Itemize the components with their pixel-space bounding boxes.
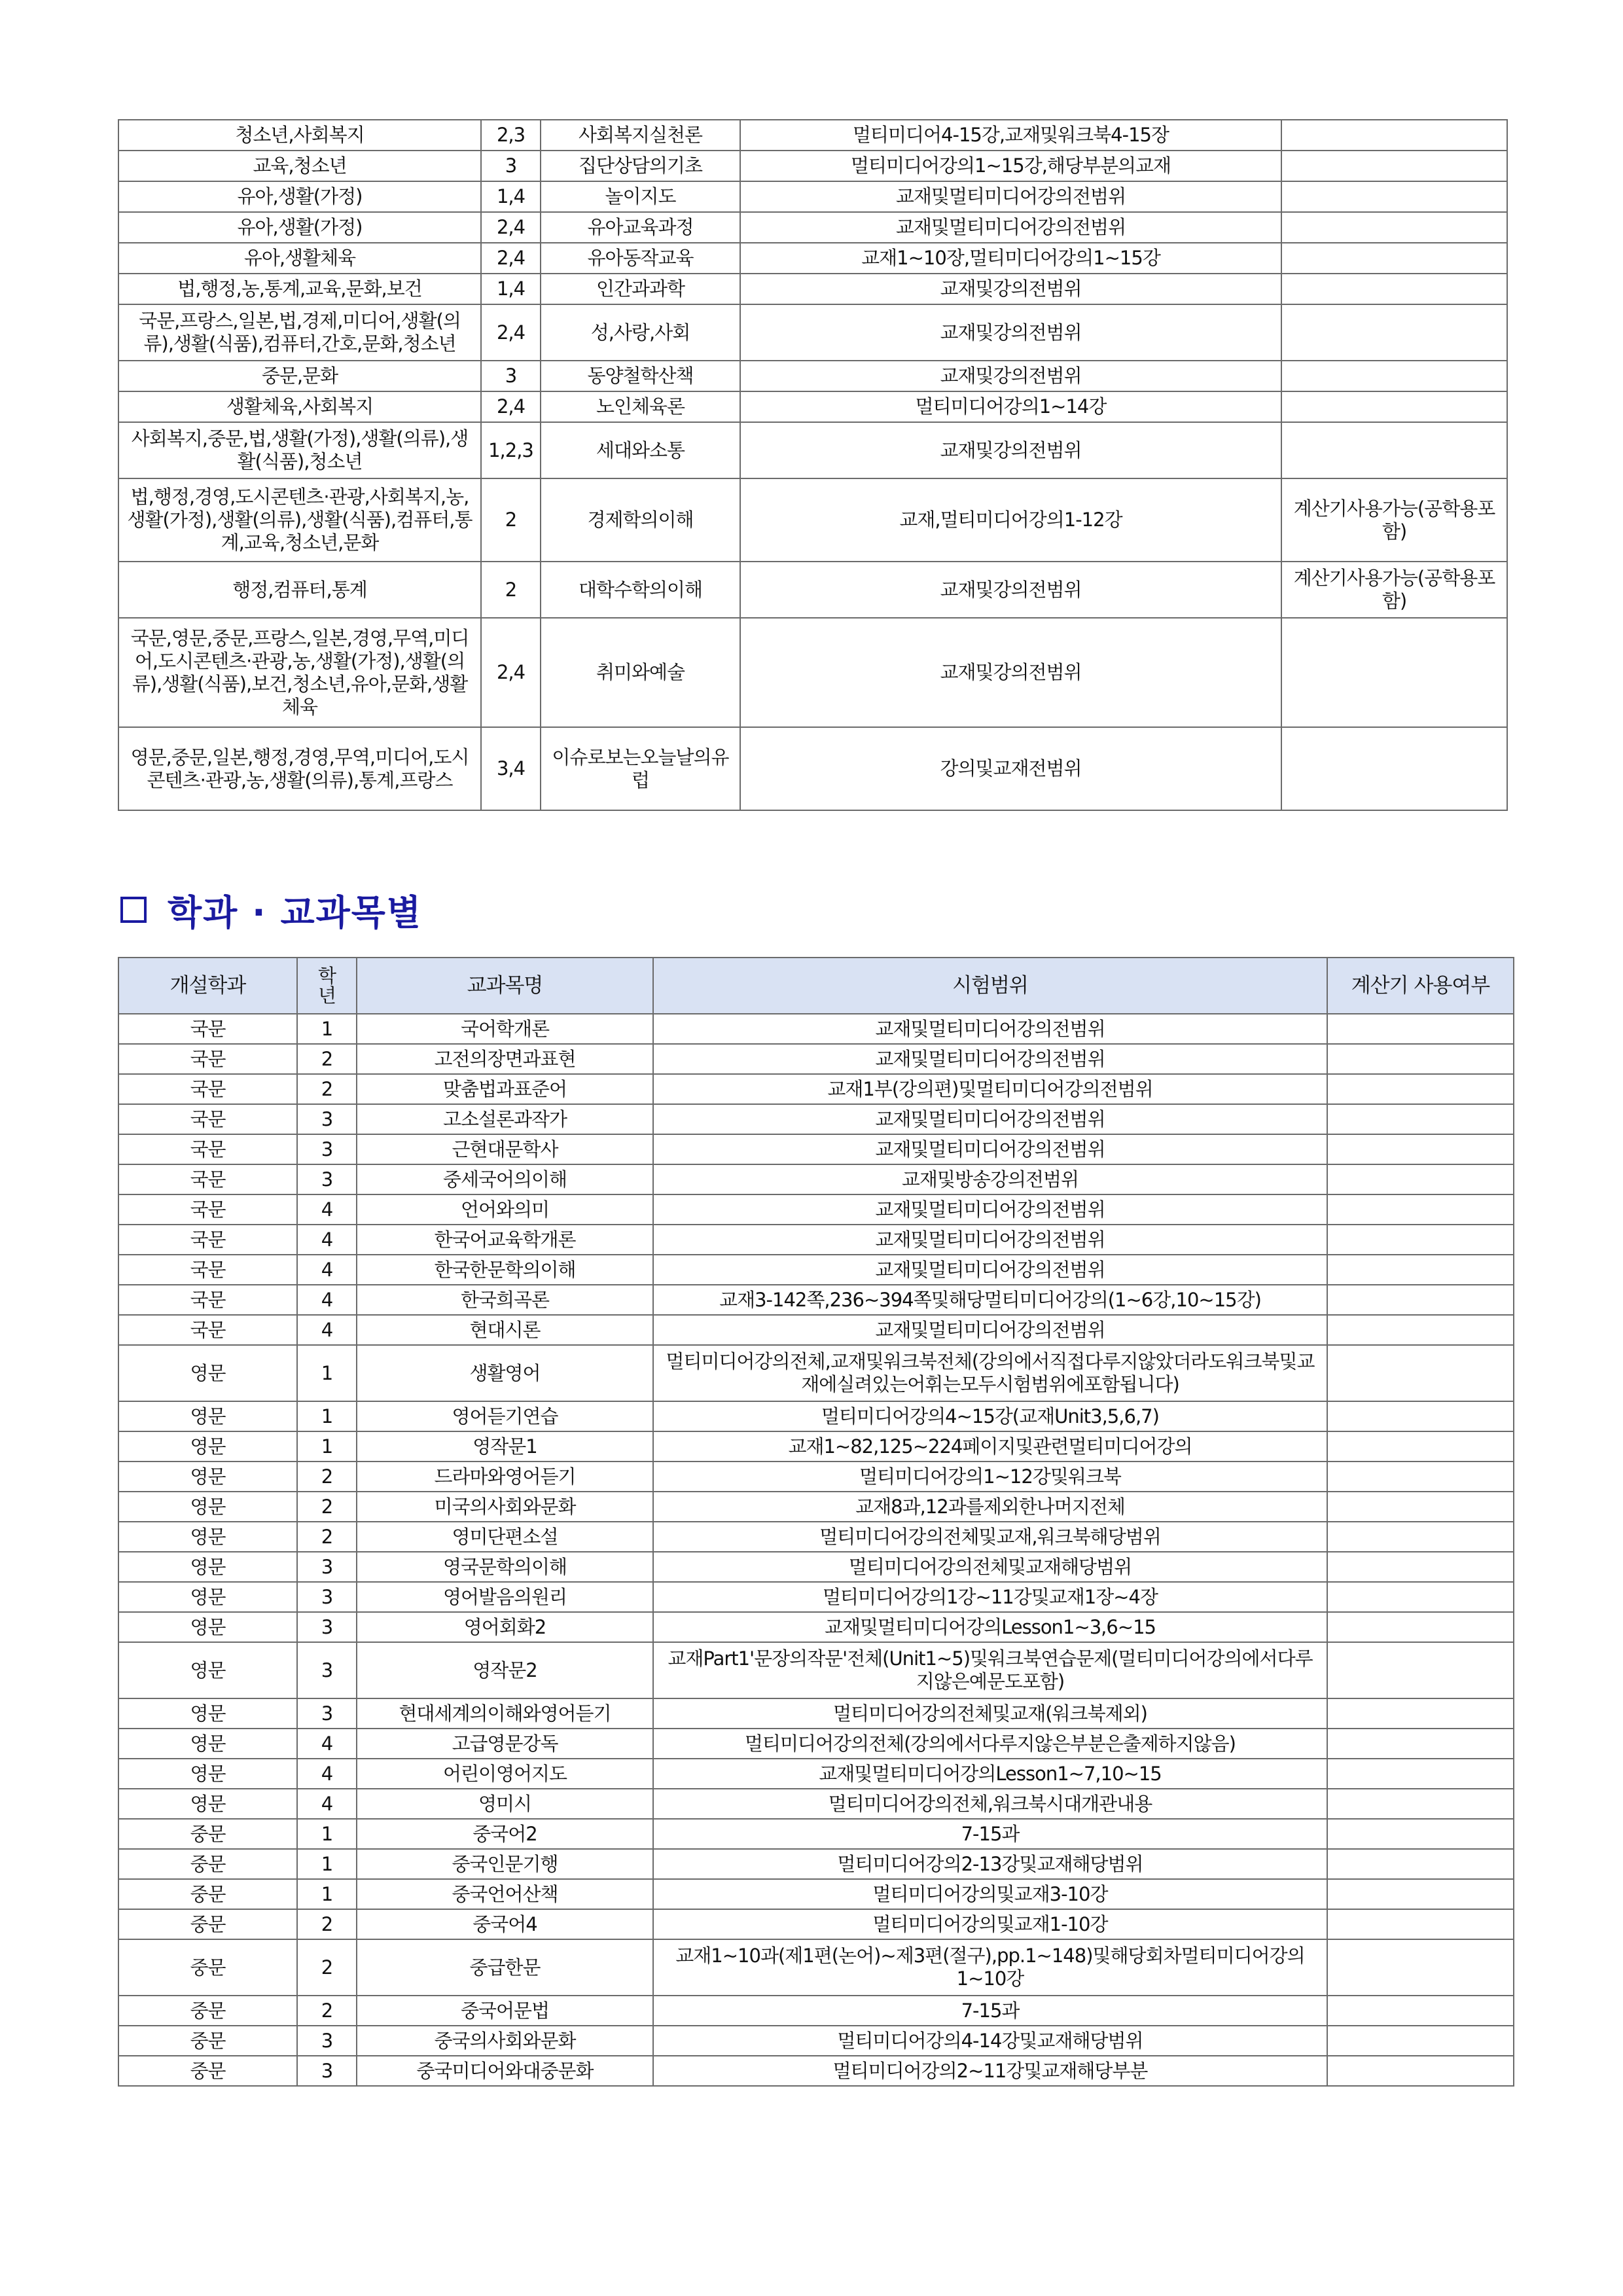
cell-dept: 영문 [118,1729,297,1759]
cell-calc [1327,1789,1514,1819]
cell-dept: 국문,영문,중문,프랑스,일본,경영,무역,미디어,도시콘텐츠·관광,농,생활(가정),생활(의류),생활(식품),보건,청소년,유아,문화,생활체육 [118,618,481,727]
table-row [118,1014,1514,1044]
cell-dept: 영문 [118,1431,297,1462]
table-row [118,120,1507,151]
cell-dept: 영문 [118,1612,297,1642]
cell-course: 놀이지도 [541,181,740,212]
table-row [118,478,1507,562]
cell-dept: 중문 [118,1939,297,1996]
section-title: 학과 · 교과목별 [168,891,423,933]
cell-course: 한국한문학의이해 [357,1255,653,1285]
cell-scope: 교재1부(강의편)및멀티미디어강의전범위 [653,1074,1327,1104]
cell-dept: 영문 [118,1462,297,1492]
cell-dept: 중문 [118,1909,297,1939]
cell-year: 1 [297,1345,357,1401]
cell-dept: 영문 [118,1522,297,1552]
header-scope: 시험범위 [653,958,1327,1014]
cell-dept: 법,행정,농,통계,교육,문화,보건 [118,274,481,304]
header-calculator: 계산기 사용여부 [1327,958,1514,1014]
cell-dept: 생활체육,사회복지 [118,391,481,422]
cell-course: 중국미디어와대중문화 [357,2056,653,2086]
cell-dept: 중문 [118,1996,297,2026]
cell-course: 현대시론 [357,1315,653,1345]
cell-scope: 강의및교재전범위 [740,727,1281,810]
cell-course: 중국인문기행 [357,1849,653,1879]
cell-scope: 멀티미디어강의전체및교재,워크북해당범위 [653,1522,1327,1552]
cell-dept: 영문 [118,1642,297,1698]
cell-calc [1281,243,1507,274]
cell-scope: 교재및강의전범위 [740,562,1281,618]
table-row [118,1074,1514,1104]
cell-calc [1281,361,1507,391]
cell-calc [1327,1698,1514,1729]
square-bullet-icon [120,897,147,923]
cell-scope: 멀티미디어강의전체,교재및워크북전체(강의에서직접다루지않았더라도워크북및교재에실려있는어휘는모두시험범위에포함됩니다) [653,1345,1327,1401]
table-row [118,1194,1514,1225]
cell-course: 영어듣기연습 [357,1401,653,1431]
table-row [118,1462,1514,1492]
cell-calc [1327,1462,1514,1492]
cell-dept: 교육,청소년 [118,151,481,181]
cell-calc [1281,304,1507,361]
cell-dept: 영문 [118,1345,297,1401]
cell-dept: 영문,중문,일본,행정,경영,무역,미디어,도시콘텐츠·관광,농,생활(의류),통계,프랑스 [118,727,481,810]
cell-year: 2,3 [481,120,541,151]
table-row [118,1582,1514,1612]
table-row [118,1522,1514,1552]
cell-scope: 멀티미디어강의2-13강및교재해당범위 [653,1849,1327,1879]
cell-scope: 멀티미디어강의전체및교재해당범위 [653,1552,1327,1582]
cell-year: 3 [297,2056,357,2086]
cell-scope: 교재및강의전범위 [740,422,1281,478]
cell-course: 세대와소통 [541,422,740,478]
cell-year: 4 [297,1789,357,1819]
cell-dept: 국문 [118,1225,297,1255]
cell-dept: 국문 [118,1285,297,1315]
cell-scope: 교재및멀티미디어강의전범위 [653,1225,1327,1255]
cell-scope: 교재및멀티미디어강의전범위 [653,1014,1327,1044]
cell-year: 2 [297,1074,357,1104]
cell-scope: 교재1~10과(제1편(논어)~제3편(절구),pp.1~148)및해당회차멀티미디어강의1~10강 [653,1939,1327,1996]
table-row [118,2026,1514,2056]
cell-calc [1327,1134,1514,1164]
cell-scope: 교재1~10장,멀티미디어강의1~15강 [740,243,1281,274]
cell-course: 성,사랑,사회 [541,304,740,361]
table-header [118,958,1514,1014]
table-row [118,391,1507,422]
cell-scope: 교재및멀티미디어강의Lesson1~3,6~15 [653,1612,1327,1642]
cell-year: 2,4 [481,391,541,422]
cell-calc [1327,1849,1514,1879]
cell-course: 중국어4 [357,1909,653,1939]
cell-year: 1 [297,1431,357,1462]
table-row [118,304,1507,361]
cell-calc [1327,1729,1514,1759]
cell-calc [1327,2026,1514,2056]
cell-year: 4 [297,1729,357,1759]
cell-scope: 교재및멀티미디어강의전범위 [653,1134,1327,1164]
cell-dept: 유아,생활(가정) [118,181,481,212]
top-exam-scope-table [118,119,1508,811]
table-row [118,181,1507,212]
cell-year: 4 [297,1194,357,1225]
cell-calc [1281,274,1507,304]
cell-year: 2 [297,1909,357,1939]
table-row [118,1909,1514,1939]
table-row [118,1759,1514,1789]
cell-calc [1327,2056,1514,2086]
cell-course: 국어학개론 [357,1014,653,1044]
cell-calc [1327,1879,1514,1909]
cell-calc [1327,1285,1514,1315]
cell-scope: 7-15과 [653,1996,1327,2026]
cell-year: 2 [297,1492,357,1522]
cell-course: 중국어문법 [357,1996,653,2026]
cell-scope: 멀티미디어4-15강,교재및워크북4-15장 [740,120,1281,151]
cell-scope: 교재1~82,125~224페이지및관련멀티미디어강의 [653,1431,1327,1462]
table-row [118,1552,1514,1582]
cell-calc [1327,1225,1514,1255]
table-row [118,1225,1514,1255]
cell-calc [1281,727,1507,810]
cell-scope: 7-15과 [653,1819,1327,1849]
cell-course: 드라마와영어듣기 [357,1462,653,1492]
cell-calc [1327,1315,1514,1345]
table-row [118,151,1507,181]
cell-scope: 멀티미디어강의4~15강(교재Unit3,5,6,7) [653,1401,1327,1431]
cell-course: 중세국어의이해 [357,1164,653,1194]
cell-scope: 멀티미디어강의1~12강및워크북 [653,1462,1327,1492]
cell-dept: 중문 [118,2056,297,2086]
cell-year: 3 [297,1582,357,1612]
cell-scope: 교재,멀티미디어강의1-12강 [740,478,1281,562]
cell-calc [1327,1074,1514,1104]
cell-calc [1327,1552,1514,1582]
cell-dept: 국문 [118,1164,297,1194]
cell-calc [1327,1612,1514,1642]
table-row [118,1104,1514,1134]
cell-year: 2,4 [481,618,541,727]
cell-year: 2 [481,562,541,618]
cell-course: 중급한문 [357,1939,653,1996]
cell-scope: 교재및멀티미디어강의전범위 [653,1044,1327,1074]
cell-calc [1281,151,1507,181]
cell-year: 3 [297,1164,357,1194]
cell-year: 1,2,3 [481,422,541,478]
cell-dept: 영문 [118,1789,297,1819]
cell-year: 3 [297,1552,357,1582]
cell-year: 1,4 [481,181,541,212]
cell-dept: 유아,생활(가정) [118,212,481,243]
cell-calc [1281,120,1507,151]
cell-dept: 중문 [118,1849,297,1879]
cell-dept: 중문 [118,1879,297,1909]
department-course-table [118,957,1514,2087]
cell-year: 2 [481,478,541,562]
cell-calc [1327,1582,1514,1612]
cell-scope: 교재및멀티미디어강의전범위 [653,1315,1327,1345]
table-row [118,1698,1514,1729]
cell-scope: 멀티미디어강의2~11강및교재해당부분 [653,2056,1327,2086]
cell-year: 1,4 [481,274,541,304]
cell-year: 1 [297,1879,357,1909]
cell-dept: 영문 [118,1582,297,1612]
table-row [118,1819,1514,1849]
cell-calc [1327,1759,1514,1789]
cell-course: 한국어교육학개론 [357,1225,653,1255]
header-row [118,958,1514,1014]
cell-course: 경제학의이해 [541,478,740,562]
cell-course: 유아동작교육 [541,243,740,274]
cell-scope: 교재및강의전범위 [740,304,1281,361]
cell-year: 2 [297,1522,357,1552]
cell-calc [1327,1255,1514,1285]
cell-calc [1327,1522,1514,1552]
cell-dept: 영문 [118,1401,297,1431]
header-dept: 개설학과 [118,958,297,1014]
cell-scope: 멀티미디어강의전체(강의에서다루지않은부분은출제하지않음) [653,1729,1327,1759]
cell-calc [1281,181,1507,212]
cell-year: 1 [297,1819,357,1849]
cell-dept: 사회복지,중문,법,생활(가정),생활(의류),생활(식품),청소년 [118,422,481,478]
top-table-body [118,120,1507,810]
cell-course: 영미단편소설 [357,1522,653,1552]
cell-course: 인간과과학 [541,274,740,304]
table-row [118,1134,1514,1164]
cell-dept: 국문 [118,1134,297,1164]
cell-year: 3 [297,1134,357,1164]
cell-year: 2 [297,1462,357,1492]
table-row [118,1401,1514,1431]
table-row [118,1879,1514,1909]
cell-calc [1327,1492,1514,1522]
cell-calc [1327,1431,1514,1462]
cell-course: 언어와의미 [357,1194,653,1225]
cell-year: 3 [297,1612,357,1642]
cell-dept: 행정,컴퓨터,통계 [118,562,481,618]
cell-scope: 교재및방송강의전범위 [653,1164,1327,1194]
cell-course: 어린이영어지도 [357,1759,653,1789]
table-row [118,1612,1514,1642]
table-row [118,212,1507,243]
cell-dept: 청소년,사회복지 [118,120,481,151]
cell-dept: 국문 [118,1104,297,1134]
cell-scope: 교재및강의전범위 [740,618,1281,727]
table-row [118,422,1507,478]
cell-course: 이슈로보는오늘날의유럽 [541,727,740,810]
cell-year: 3 [297,1642,357,1698]
cell-course: 중국언어산책 [357,1879,653,1909]
cell-calc [1327,1401,1514,1431]
cell-calc: 계산기사용가능(공학용포함) [1281,478,1507,562]
header-year: 학년 [297,958,357,1014]
cell-year: 3,4 [481,727,541,810]
cell-course: 고전의장면과표현 [357,1044,653,1074]
cell-year: 4 [297,1225,357,1255]
dept-table-body [118,1014,1514,2086]
cell-dept: 국문 [118,1255,297,1285]
cell-year: 3 [297,2026,357,2056]
table-row [118,1492,1514,1522]
cell-course: 대학수학의이해 [541,562,740,618]
cell-year: 3 [297,1698,357,1729]
cell-calc [1327,1164,1514,1194]
cell-course: 고소설론과작가 [357,1104,653,1134]
table-row [118,361,1507,391]
cell-course: 영작문1 [357,1431,653,1462]
cell-calc [1327,1909,1514,1939]
table-row [118,1789,1514,1819]
cell-dept: 영문 [118,1759,297,1789]
table-row [118,1315,1514,1345]
cell-dept: 영문 [118,1552,297,1582]
cell-year: 3 [481,361,541,391]
table-row [118,1729,1514,1759]
cell-course: 미국의사회와문화 [357,1492,653,1522]
cell-course: 현대세계의이해와영어듣기 [357,1698,653,1729]
cell-year: 4 [297,1315,357,1345]
cell-dept: 국문 [118,1014,297,1044]
table-row [118,1642,1514,1698]
table-row [118,618,1507,727]
cell-year: 2,4 [481,243,541,274]
cell-year: 3 [297,1104,357,1134]
table-row [118,1939,1514,1996]
cell-scope: 교재및멀티미디어강의전범위 [740,212,1281,243]
cell-calc [1327,1996,1514,2026]
cell-dept: 중문 [118,1819,297,1849]
table-row [118,1345,1514,1401]
cell-scope: 멀티미디어강의및교재3-10강 [653,1879,1327,1909]
table-row [118,1044,1514,1074]
cell-scope: 교재8과,12과를제외한나머지전체 [653,1492,1327,1522]
cell-year: 1 [297,1849,357,1879]
cell-calc: 계산기사용가능(공학용포함) [1281,562,1507,618]
cell-scope: 멀티미디어강의및교재1-10강 [653,1909,1327,1939]
cell-course: 한국희곡론 [357,1285,653,1315]
cell-dept: 국문 [118,1194,297,1225]
cell-dept: 중문 [118,2026,297,2056]
cell-scope: 교재Part1'문장의작문'전체(Unit1~5)및워크북연습문제(멀티미디어강의에서다루지않은예문도포함) [653,1642,1327,1698]
cell-course: 생활영어 [357,1345,653,1401]
cell-calc [1327,1642,1514,1698]
cell-calc [1327,1044,1514,1074]
cell-course: 동양철학산책 [541,361,740,391]
table-row [118,1164,1514,1194]
cell-dept: 법,행정,경영,도시콘텐츠·관광,사회복지,농,생활(가정),생활(의류),생활(식품),컴퓨터,통계,교육,청소년,문화 [118,478,481,562]
cell-year: 2 [297,1996,357,2026]
cell-course: 유아교육과정 [541,212,740,243]
cell-course: 근현대문학사 [357,1134,653,1164]
cell-course: 중국의사회와문화 [357,2026,653,2056]
cell-course: 영어발음의원리 [357,1582,653,1612]
table-row [118,1849,1514,1879]
cell-calc [1327,1104,1514,1134]
cell-scope: 교재및멀티미디어강의전범위 [653,1194,1327,1225]
cell-dept: 유아,생활체육 [118,243,481,274]
table-row [118,727,1507,810]
cell-course: 영작문2 [357,1642,653,1698]
cell-calc [1327,1939,1514,1996]
cell-course: 집단상담의기초 [541,151,740,181]
table-row [118,1431,1514,1462]
cell-course: 사회복지실천론 [541,120,740,151]
table-row [118,2056,1514,2086]
cell-course: 중국어2 [357,1819,653,1849]
cell-scope: 교재및강의전범위 [740,274,1281,304]
cell-course: 영미시 [357,1789,653,1819]
cell-scope: 교재3-142쪽,236~394쪽및해당멀티미디어강의(1~6강,10~15강) [653,1285,1327,1315]
cell-scope: 멀티미디어강의전체,워크북시대개관내용 [653,1789,1327,1819]
cell-course: 취미와예술 [541,618,740,727]
cell-course: 영어회화2 [357,1612,653,1642]
cell-course: 맞춤법과표준어 [357,1074,653,1104]
cell-year: 1 [297,1401,357,1431]
cell-dept: 국문 [118,1074,297,1104]
cell-year: 2,4 [481,212,541,243]
cell-year: 4 [297,1759,357,1789]
header-course: 교과목명 [357,958,653,1014]
cell-scope: 멀티미디어강의4-14강및교재해당범위 [653,2026,1327,2056]
section-heading [120,884,422,936]
cell-scope: 멀티미디어강의1~14강 [740,391,1281,422]
cell-scope: 멀티미디어강의전체및교재(워크북제외) [653,1698,1327,1729]
table-row [118,243,1507,274]
cell-dept: 영문 [118,1698,297,1729]
cell-dept: 국문 [118,1044,297,1074]
cell-calc [1281,391,1507,422]
cell-scope: 멀티미디어강의1~15강,해당부분의교재 [740,151,1281,181]
cell-year: 2,4 [481,304,541,361]
cell-dept: 영문 [118,1492,297,1522]
cell-year: 2 [297,1044,357,1074]
table-row [118,1996,1514,2026]
cell-dept: 국문 [118,1315,297,1345]
cell-calc [1281,422,1507,478]
cell-calc [1281,618,1507,727]
cell-year: 4 [297,1255,357,1285]
cell-calc [1327,1194,1514,1225]
table-row [118,562,1507,618]
table-row [118,1285,1514,1315]
cell-scope: 멀티미디어강의1강~11강및교재1장~4장 [653,1582,1327,1612]
cell-course: 영국문학의이해 [357,1552,653,1582]
table-row [118,274,1507,304]
cell-course: 노인체육론 [541,391,740,422]
cell-scope: 교재및멀티미디어강의전범위 [653,1104,1327,1134]
cell-scope: 교재및멀티미디어강의전범위 [653,1255,1327,1285]
cell-dept: 국문,프랑스,일본,법,경제,미디어,생활(의류),생활(식품),컴퓨터,간호,문화,청소년 [118,304,481,361]
cell-course: 고급영문강독 [357,1729,653,1759]
cell-scope: 교재및멀티미디어강의전범위 [740,181,1281,212]
cell-dept: 중문,문화 [118,361,481,391]
cell-year: 3 [481,151,541,181]
cell-year: 2 [297,1939,357,1996]
cell-year: 1 [297,1014,357,1044]
cell-calc [1281,212,1507,243]
cell-calc [1327,1014,1514,1044]
cell-scope: 교재및강의전범위 [740,361,1281,391]
cell-scope: 교재및멀티미디어강의Lesson1~7,10~15 [653,1759,1327,1789]
cell-calc [1327,1345,1514,1401]
cell-calc [1327,1819,1514,1849]
cell-year: 4 [297,1285,357,1315]
table-row [118,1255,1514,1285]
